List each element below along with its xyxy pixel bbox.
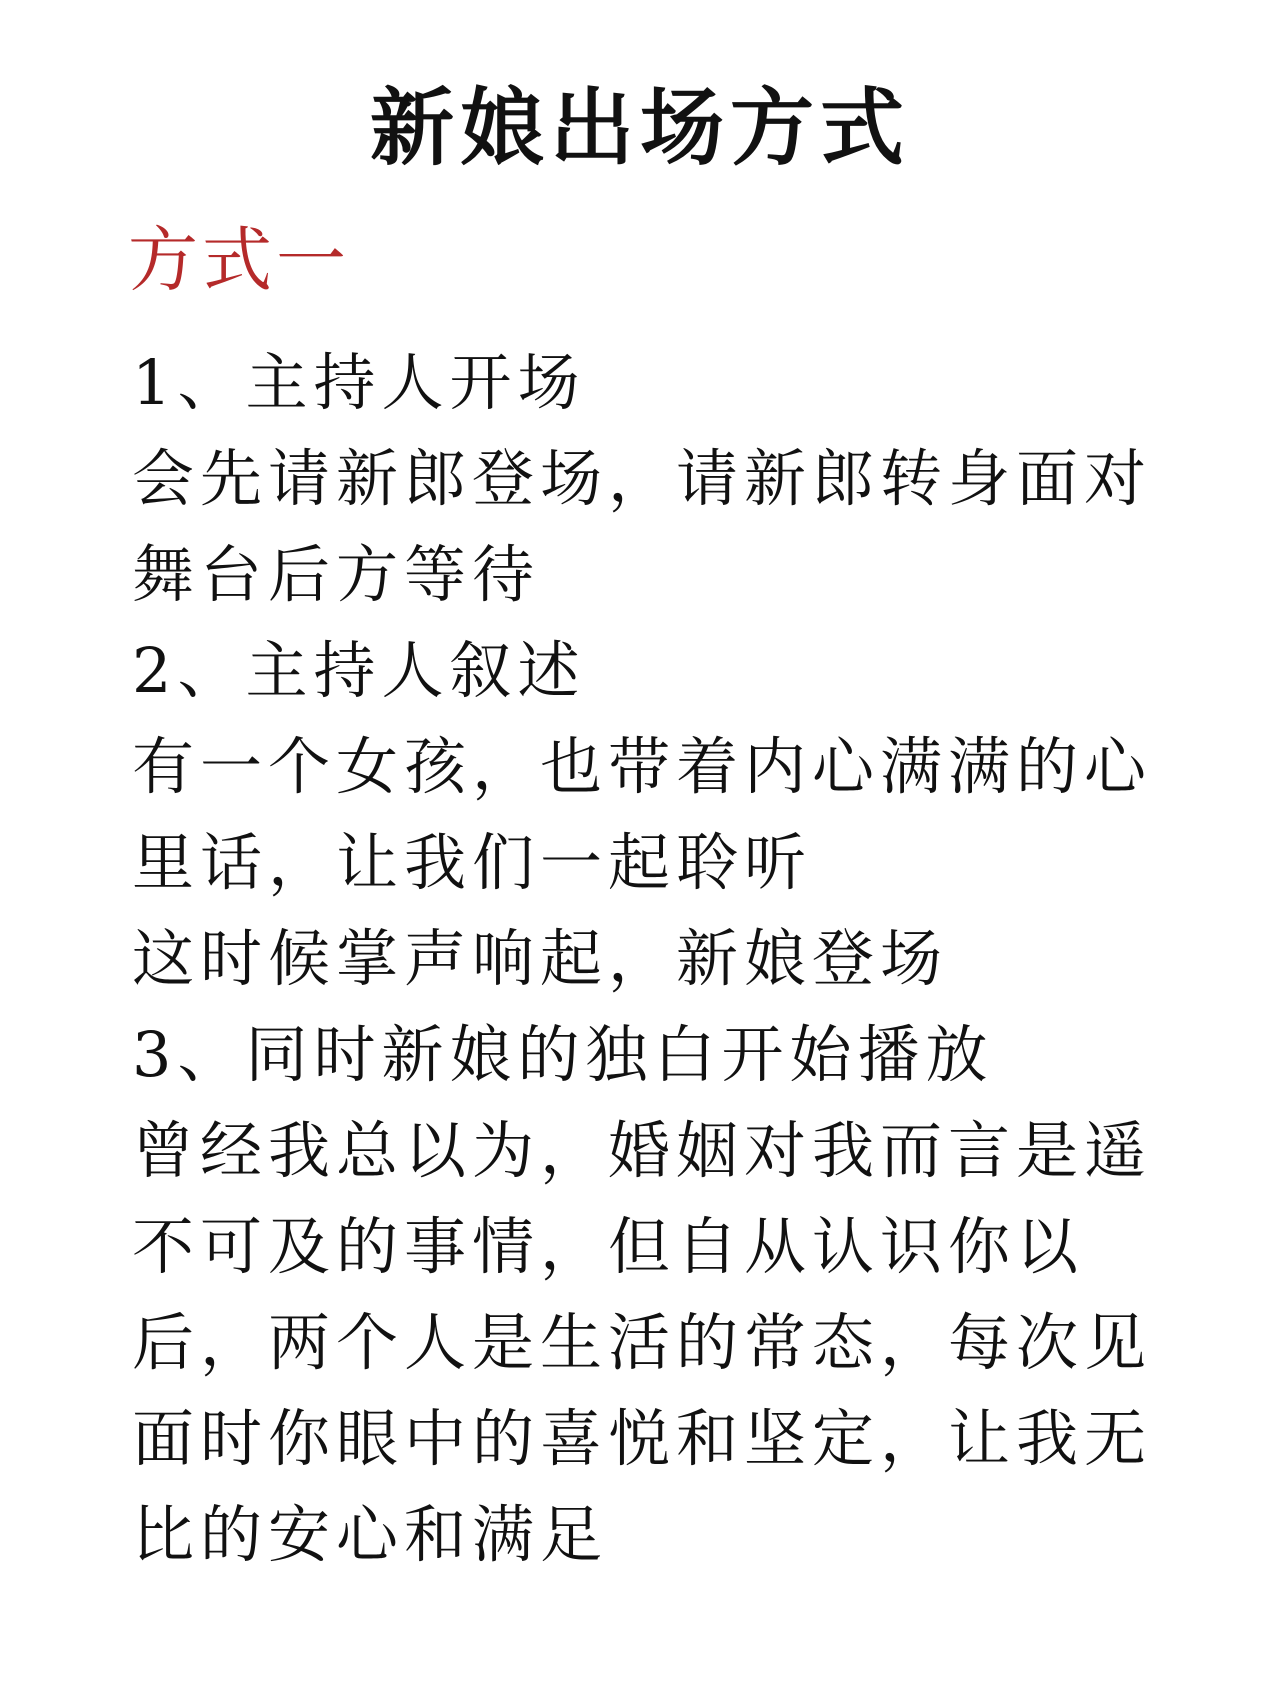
text-line: 里话，让我们一起聆听 xyxy=(132,826,813,899)
text-line: 这时候掌声响起，新娘登场 xyxy=(132,922,949,995)
body-text xyxy=(132,335,1172,1583)
text-line: 后，两个人是生活的常态，每次见 xyxy=(132,1306,1153,1379)
text-line: 不可及的事情，但自从认识你以 xyxy=(132,1210,1085,1283)
text-line: 会先请新郎登场，请新郎转身面对 xyxy=(132,442,1153,515)
text-line: 有一个女孩，也带着内心满满的心 xyxy=(132,730,1153,803)
page-title: 新娘出场方式 xyxy=(369,78,910,177)
text-line: 比的安心和满足 xyxy=(132,1498,609,1571)
step-2-heading: 2、主持人叙述 xyxy=(132,634,586,707)
section-heading: 方式一 xyxy=(128,219,350,301)
step-3-heading: 3、同时新娘的独白开始播放 xyxy=(132,1018,994,1091)
text-line: 曾经我总以为，婚姻对我而言是遥 xyxy=(132,1114,1153,1187)
text-line: 面时你眼中的喜悦和坚定，让我无 xyxy=(132,1402,1153,1475)
text-line: 舞台后方等待 xyxy=(132,538,541,611)
step-1-heading: 1、主持人开场 xyxy=(132,346,586,419)
